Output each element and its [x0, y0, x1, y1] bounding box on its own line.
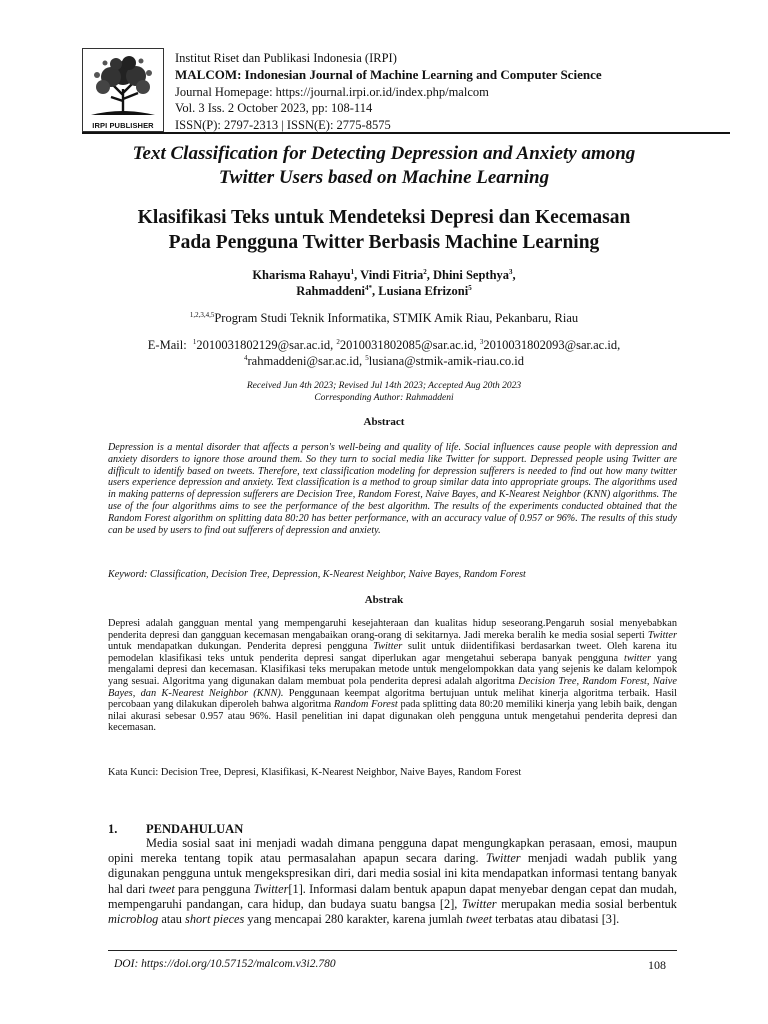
- received-dates: Received Jun 4th 2023; Revised Jul 14th 2023; Accepted Aug 20th 2023: [246, 381, 522, 391]
- abstrak-text: yang mengalami depresi dan kecemasan. Klasifikasi teks merupakan metode untuk mengelompokkan data yang sejenis ke dalam kelompok yang sesuai. Algoritma yang digunakan dalam membuat pola penderita depresi adalah algoritma: [108, 652, 677, 687]
- journal-header: [175, 50, 735, 134]
- author-sup: 3: [509, 267, 513, 276]
- institute-name: Institut Riset dan Publikasi Indonesia (IRPI): [175, 51, 397, 65]
- affiliation-text: Program Studi Teknik Informatika, STMIK Amik Riau, Pekanbaru, Riau: [214, 311, 579, 325]
- author-sep: ,: [426, 268, 433, 282]
- intro-italic: Twitter: [461, 896, 497, 911]
- intro-text: yang mencapai 280 karakter, karena jumlah: [244, 912, 466, 927]
- email-sup: 2: [336, 337, 340, 346]
- abstrak-text: sulit untuk diidentifikasi berdasarkan tweet. Oleh karena itu pemodelan klasifikasi teks untuk penderita depresi sangat diperlukan agar mengetahui seberapa banyak pengguna: [108, 641, 677, 664]
- intro-text: [1]. Informasi dalam bentuk apapun dapat menyebar dengan cepat dan mudah, mempengaruhi pandangan, cara hidup, dan budaya suatu bangsa [2],: [108, 881, 677, 911]
- author-name: Vindi Fitria: [360, 268, 424, 282]
- author-sup: 1: [350, 267, 355, 276]
- intro-italic: tweet: [465, 912, 493, 927]
- abstract-english: Depression is a mental disorder that affects a person's well-being and quality of life. Social influences cause people with depression and anxiety disorders to ignore those around them. So they turn to social media like Twitter for support. Depressed people using Twitter are difficult to identify based on tweets. Therefore, text classification modeling for depression sufferers is needed to find out how many twitter users experience depression and anxiety. Text classification is a method to group similar data into appropriate groups. The algorithms used in making patterns of depression sufferers are Decision Tree, Random Forest, Naive Bayes, and K-Nearest Neighbor (KNN) algorithms. The use of the four algorithms aims to see the performance of the best algorithm. The results of the experiments conducted obtained that the Random Forest algorithm on splitting data 80:20 has better performance, with an accuracy value of 0.957 or 96%. The results of this study can be used by users to find out sufferers of depression and anxiety.: [108, 442, 677, 536]
- header-rule: [82, 132, 730, 134]
- title-indonesian: [60, 205, 708, 255]
- author-name: Rahmaddeni: [296, 283, 366, 298]
- affiliation: [60, 310, 708, 326]
- abstrak-italic: Decision Tree, Random Forest, Naive Bayes, dan K-Nearest Neighbor (KNN).: [108, 675, 677, 699]
- issn-info: ISSN(P): 2797-2313 | ISSN(E): 2775-8575: [175, 118, 391, 133]
- email-address[interactable]: 2010031802093@sar.ac.id,: [483, 338, 621, 352]
- intro-text: Media sosial saat ini menjadi wadah dimana pengguna dapat mengungkapkan perasaan, emosi, maupun opini mereka tentang topik atau permasalahan apapun secara daring.: [108, 836, 677, 866]
- intro-text: terbatas atau dibatasi [3].: [492, 912, 620, 927]
- intro-text: merupakan media sosial berbentuk: [496, 896, 677, 911]
- intro-text: para pengguna: [174, 881, 254, 896]
- intro-italic: Twitter: [485, 851, 521, 866]
- section-title: PENDAHULUAN: [146, 822, 244, 836]
- email-sup: 3: [479, 337, 484, 346]
- abstrak-italic: Twitter: [647, 629, 677, 641]
- author-sep: ,: [372, 283, 379, 298]
- email-list: [60, 338, 708, 369]
- author-line1: Kharisma Rahayu$^1$, Vindi Fitria$^2$, Dhini Septhya$^3$,: [252, 267, 516, 282]
- abstract-indonesian: [108, 618, 677, 734]
- article-history: [60, 381, 708, 404]
- author-sup: 5: [468, 283, 472, 292]
- title-english: [60, 142, 708, 190]
- email-address[interactable]: lusiana@stmik-amik-riau.co.id: [368, 353, 524, 368]
- abstrak-text: pada splitting data 80:20 memiliki kinerja yang lebih baik, dengan nilai akurasi sebesar 0.957 atau 96%. Hasil penelitian ini dapat digunakan oleh pengguna untuk mengetahui penderita depresi dan kecemasan.: [108, 699, 677, 734]
- abstrak-text: Penggunaan keempat algoritma bertujuan untuk melihat kinerja algoritma terbaik. Hasil percobaan yang dilakukan diperoleh bahwa algoritma: [108, 687, 678, 711]
- author-name: Dhini Septhya: [432, 268, 510, 282]
- title-english-line2: Twitter Users based on Machine Learning: [218, 167, 550, 188]
- author-name: Lusiana Efrizoni: [378, 283, 469, 298]
- author-sup: 4*: [365, 283, 373, 292]
- keywords-english: Keyword: Classification, Decision Tree, Depression, K-Nearest Neighbor, Naive Bayes, Random Forest: [108, 569, 526, 580]
- email-sup: 1: [192, 337, 197, 346]
- doi-link[interactable]: DOI: https://doi.org/10.57152/malcom.v3i2.780: [114, 958, 336, 970]
- abstrak-italic: Random Forest: [333, 699, 398, 711]
- email-address[interactable]: rahmaddeni@sar.ac.id,: [247, 353, 363, 368]
- email-label: E-Mail:: [147, 338, 187, 352]
- abstrak-italic: Twitter: [373, 641, 403, 653]
- title-indonesian-line1: Klasifikasi Teks untuk Mendeteksi Depresi dan Kecemasan: [137, 207, 631, 228]
- author-list: [60, 268, 708, 299]
- title-english-line1: Text Classification for Detecting Depression and Anxiety among: [132, 143, 636, 164]
- intro-italic: short pieces: [185, 912, 245, 927]
- affiliation-sup: 1,2,3,4,5: [189, 310, 215, 319]
- email-address[interactable]: 2010031802085@sar.ac.id,: [339, 338, 477, 352]
- tree-icon: [83, 49, 163, 121]
- author-sup: 2: [423, 267, 427, 276]
- abstrak-text: untuk mendapatkan dukungan. Penderita depresi pengguna: [108, 641, 374, 653]
- journal-homepage: Journal Homepage: https://journal.irpi.or.id/index.php/malcom: [175, 84, 489, 99]
- abstrak-heading: Abstrak: [364, 594, 404, 606]
- author-line2: [60, 284, 708, 300]
- logo-label: IRPI PUBLISHER: [92, 121, 154, 130]
- email-address[interactable]: 2010031802129@sar.ac.id,: [196, 338, 334, 352]
- email-line1: [60, 338, 708, 354]
- abstract-heading: Abstract: [363, 416, 405, 428]
- email-line2: [60, 354, 708, 370]
- abstrak-italic: twitter: [623, 652, 651, 664]
- intro-text: atau: [158, 912, 186, 927]
- introduction-paragraph: [108, 836, 677, 927]
- intro-text: menjadi wadah publik yang digunakan pengguna untuk mengekspresikan diri, dari media sosial ini kita mendapatkan informasi tentang banyak hal dari: [108, 851, 677, 896]
- abstrak-text: Depresi adalah gangguan mental yang mempengaruhi kesejahteraan dan kualitas hidup seseorang.Pengaruh sosial menyebabkan penderita depresi dan gangguan kecemasan mengabaikan orang-orang di sekitarnya. Jadi mereka beralih ke media sosial seperti: [108, 618, 677, 641]
- page-number: 108: [648, 958, 666, 972]
- publisher-logo: [82, 48, 164, 132]
- volume-info: Vol. 3 Iss. 2 October 2023, pp: 108-114: [175, 101, 373, 116]
- title-indonesian-line2: Pada Pengguna Twitter Berbasis Machine Learning: [168, 232, 600, 253]
- intro-italic: microblog: [108, 912, 159, 927]
- author-sep: ,: [354, 268, 361, 282]
- corresponding-author: Corresponding Author: Rahmaddeni: [314, 392, 454, 403]
- section-heading: [108, 822, 243, 837]
- email-sup: 4: [244, 353, 248, 362]
- section-number: 1.: [108, 822, 118, 836]
- intro-italic: tweet: [148, 881, 175, 896]
- keywords-indonesian: Kata Kunci: Decision Tree, Depresi, Klasifikasi, K-Nearest Neighbor, Naive Bayes, Random Forest: [108, 767, 522, 778]
- footer-rule: [108, 950, 677, 951]
- journal-name: MALCOM: Indonesian Journal of Machine Learning and Computer Science: [175, 66, 602, 82]
- email-sup: 5: [365, 353, 369, 362]
- intro-italic: Twitter: [253, 881, 289, 896]
- author-name: Kharisma Rahayu: [252, 268, 351, 282]
